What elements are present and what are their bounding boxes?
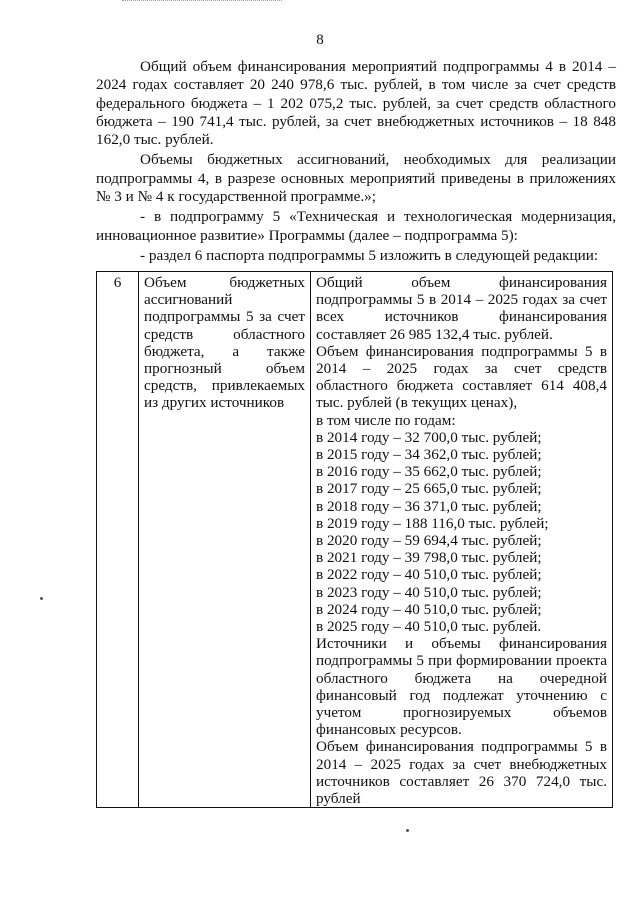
sources-paragraph: Источники и объемы финансирования подпрограммы 5 при формировании проекта областного бюджета на очередной финансовый год подлежат уточнению с учетом прогнозируемых объемов финансовых ресурсов.	[316, 635, 607, 739]
scan-dot	[406, 829, 409, 832]
paragraph-section6-instruction: - раздел 6 паспорта подпрограммы 5 изложить в следующей редакции:	[140, 246, 599, 264]
year-line: в 2025 году – 40 510,0 тыс. рублей.	[316, 618, 542, 636]
year-line: в 2020 году – 59 694,4 тыс. рублей;	[316, 532, 542, 550]
year-line: в 2019 году – 188 116,0 тыс. рублей;	[316, 514, 549, 532]
paragraph-subprogram4-total: Общий объем финансирования мероприятий подпрограммы 4 в 2014 – 2024 годах составляет 20 240 978,6 тыс. рублей, в том числе за счет средств федерального бюджета – 1 202 075,2 тыс. рублей, за счет средств областного бюджета – 190 741,4 тыс. рублей, за счет внебюджетных источников – 18 848 162,0 тыс. рублей.	[96, 58, 616, 149]
year-line: в 2014 году – 32 700,0 тыс. рублей;	[316, 428, 542, 446]
year-line: в 2023 году – 40 510,0 тыс. рублей;	[316, 583, 542, 601]
table-row	[97, 272, 613, 808]
total-financing-paragraph: Общий объем финансирования подпрограммы 5 в 2014 – 2025 годах за счет всех источников финансирования составляет 26 985 132,4 тыс. рублей.	[316, 274, 607, 343]
year-line: в 2022 году – 40 510,0 тыс. рублей;	[316, 566, 542, 584]
row-name-cell: Объем бюджетных ассигнований подпрограммы 5 за счет средств областного бюджета, а также прогнозный объем средств, привлекаемых из других источников	[139, 272, 311, 808]
page-number: 8	[316, 32, 324, 48]
paragraph-subprogram4-allocations: Объемы бюджетных ассигнований, необходимых для реализации подпрограммы 4, в разрезе основных мероприятий приведены в приложениях № 3 и № 4 к государственной программе.»;	[96, 151, 616, 206]
regional-budget-paragraph: Объем финансирования подпрограммы 5 в 2014 – 2025 годах за счет средств областного бюджета составляет 614 408,4 тыс. рублей (в текущих ценах),	[316, 342, 607, 412]
year-line: в 2021 году – 39 798,0 тыс. рублей;	[316, 549, 542, 567]
by-years-label: в том числе по годам:	[316, 411, 456, 429]
year-line: в 2016 году – 35 662,0 тыс. рублей;	[316, 463, 542, 481]
year-line: в 2018 году – 36 371,0 тыс. рублей;	[316, 497, 542, 515]
row-content-cell	[311, 272, 613, 808]
year-line: в 2017 году – 25 665,0 тыс. рублей;	[316, 480, 542, 498]
paragraph-subprogram5-amendment: - в подпрограмму 5 «Техническая и технологическая модернизация, инновационное развитие» Программы (далее – подпрограмма 5):	[96, 208, 616, 244]
year-line: в 2015 году – 34 362,0 тыс. рублей;	[316, 446, 542, 464]
scan-dot	[40, 597, 43, 600]
year-line: в 2024 году – 40 510,0 тыс. рублей;	[316, 600, 542, 618]
intro-text	[96, 58, 616, 265]
extrabudget-paragraph: Объем финансирования подпрограммы 5 в 2014 – 2025 годах за счет внебюджетных источников составляет 26 370 724,0 тыс. рублей	[316, 738, 607, 808]
subprogram5-passport-table	[96, 271, 613, 808]
row-number-cell: 6	[97, 272, 139, 808]
scan-artifact	[122, 0, 282, 4]
